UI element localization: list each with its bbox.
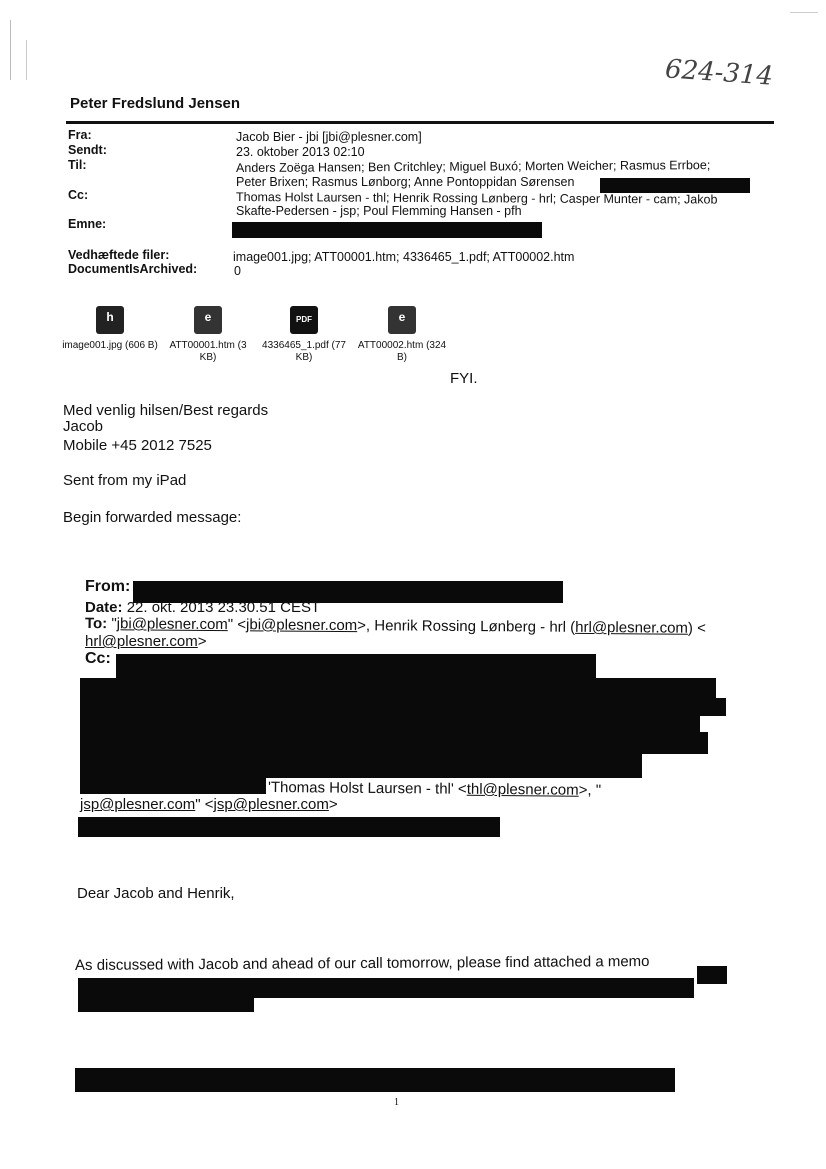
email-link[interactable]: hrl@plesner.com <box>85 633 198 650</box>
email-link[interactable]: jbi@plesner.com <box>246 616 358 635</box>
greeting-text: Dear Jacob and Henrik, <box>77 885 235 902</box>
email-link[interactable]: jsp@plesner.com <box>213 796 329 813</box>
title-rule <box>66 121 774 124</box>
fra-label: Fra: <box>68 128 92 142</box>
bracket: " < <box>227 616 247 634</box>
quote-mark: " <box>111 615 117 633</box>
message-text: As discussed with Jacob and ahead of our call tomorrow, please find attached a memo <box>74 952 650 974</box>
to-text: >, Henrik Rossing Lønberg - hrl ( <box>357 617 576 636</box>
attachment-caption: image001.jpg (606 B) <box>62 340 158 351</box>
attachment-item[interactable] <box>256 306 352 364</box>
til-value-line1: Anders Zoëga Hansen; Ben Critchley; Miguel Buxó; Morten Weicher; Rasmus Errboe; <box>235 158 711 175</box>
archived-label: DocumentIsArchived: <box>68 262 198 276</box>
redaction-block <box>80 732 708 754</box>
fwd-cc-label: Cc: <box>85 650 111 667</box>
html-file-icon: e <box>194 306 222 334</box>
redaction-block <box>80 678 716 700</box>
attachment-caption: 4336465_1.pdf (77 KB) <box>262 340 346 363</box>
sent-from-text: Sent from my iPad <box>63 472 187 489</box>
to-text: ) < <box>687 619 706 637</box>
cc-value-line1: Thomas Holst Laursen - thl; Henrik Rossing Lønberg - hrl; Casper Munter - cam; Jakob <box>235 190 718 207</box>
redaction-block <box>116 654 596 680</box>
fwd-date-label: Date: <box>85 599 123 616</box>
cc-value-line2: Skafte-Pedersen - jsp; Poul Flemming Hansen - pfh <box>236 204 522 218</box>
redaction-block <box>80 752 642 778</box>
fwd-cc-jsp-line <box>80 796 338 813</box>
cc-text: >, " <box>578 781 602 799</box>
redaction-block <box>75 1068 675 1092</box>
fwd-from-label: From: <box>85 578 131 595</box>
sendt-value: 23. oktober 2013 02:10 <box>236 145 365 159</box>
attachment-caption: ATT00001.htm (3 KB) <box>169 340 247 363</box>
attachment-item[interactable] <box>160 306 256 364</box>
html-file-icon: e <box>388 306 416 334</box>
redaction-block <box>78 817 500 837</box>
regards-text: Med venlig hilsen/Best regards <box>63 402 269 419</box>
emne-label: Emne: <box>68 217 107 231</box>
attachments-value: image001.jpg; ATT00001.htm; 4336465_1.pdf; ATT00002.htm <box>233 250 575 264</box>
signature-mobile: Mobile +45 2012 7525 <box>63 437 212 454</box>
sendt-label: Sendt: <box>68 143 107 157</box>
til-label: Til: <box>68 158 87 172</box>
cc-text: 'Thomas Holst Laursen - thl' < <box>267 779 467 798</box>
fwd-date-value: 22. okt. 2013 23.30.51 CEST <box>126 599 321 616</box>
fwd-to-label: To: <box>84 615 108 633</box>
begin-forwarded-text: Begin forwarded message: <box>63 509 242 526</box>
margin-mark <box>790 12 818 13</box>
email-link[interactable]: jbi@plesner.com <box>116 615 228 634</box>
email-link[interactable]: jsp@plesner.com <box>80 796 196 813</box>
handwritten-note: 624-314 <box>664 54 774 92</box>
cc-text: > <box>328 796 338 813</box>
attachment-caption: ATT00002.htm (324 B) <box>357 340 447 363</box>
margin-mark <box>10 20 11 80</box>
til-value-line2: Peter Brixen; Rasmus Lønborg; Anne Pontoppidan Sørensen <box>236 175 575 189</box>
redaction-block <box>697 966 727 984</box>
fyi-text: FYI. <box>450 370 478 387</box>
margin-mark <box>26 40 27 80</box>
attachments-label: Vedhæftede filer: <box>68 248 170 262</box>
owner-name: Peter Fredslund Jensen <box>70 95 241 112</box>
redaction-block <box>80 714 700 734</box>
signature-name: Jacob <box>63 418 104 435</box>
bracket: > <box>197 633 207 650</box>
email-link[interactable]: hrl@plesner.com <box>575 618 689 637</box>
redaction-block <box>78 996 254 1012</box>
archived-value: 0 <box>234 264 241 278</box>
pdf-file-icon: PDF <box>290 306 318 334</box>
email-link[interactable]: thl@plesner.com <box>466 780 579 799</box>
fwd-to-line-2 <box>85 633 207 650</box>
image-file-icon: h <box>96 306 124 334</box>
attachment-item[interactable] <box>62 306 158 352</box>
redaction-block <box>232 222 542 238</box>
fra-value: Jacob Bier - jbi [jbi@plesner.com] <box>236 130 422 144</box>
redaction-block <box>78 978 694 998</box>
fwd-date-line <box>85 599 320 616</box>
redaction-block <box>80 776 266 794</box>
cc-label: Cc: <box>68 188 89 202</box>
page-number: 1 <box>394 1097 399 1108</box>
attachment-item[interactable] <box>354 306 450 364</box>
redaction-block <box>600 178 750 193</box>
cc-text: " < <box>195 796 214 813</box>
